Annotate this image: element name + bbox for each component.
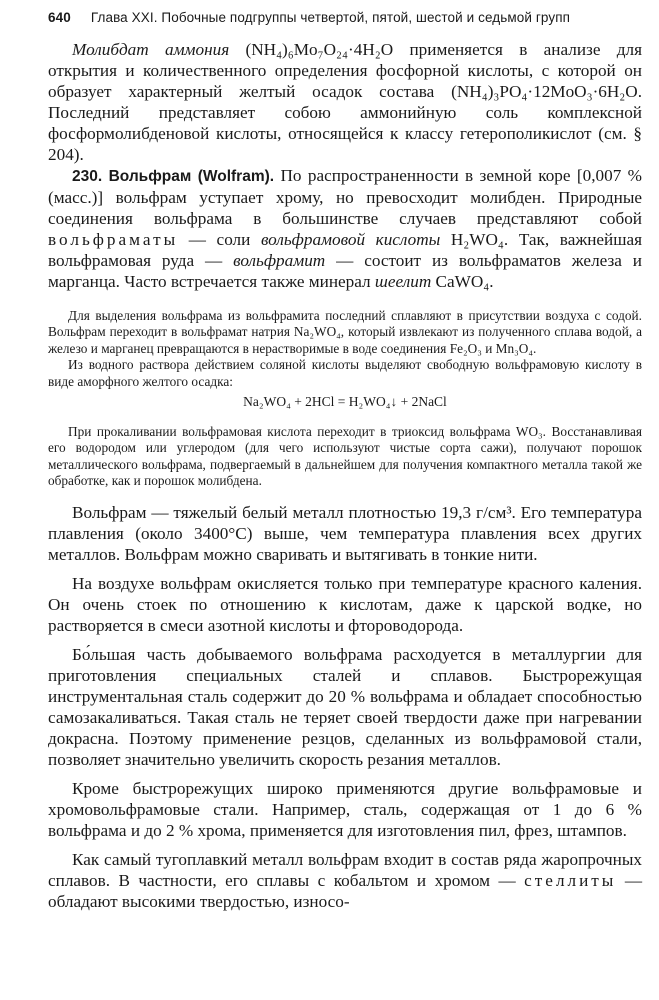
term-tungstates: вольфраматы: [48, 230, 179, 249]
book-page: [48, 10, 642, 912]
term-ammonium-molybdate: Молибдат аммония: [72, 40, 230, 59]
term-stellites: стеллиты: [524, 870, 617, 890]
chemical-equation: Na₂WO₄ + 2HCl = H₂WO₄↓ + 2NaCl: [243, 394, 447, 410]
term-wolframite: вольфрамит: [233, 251, 326, 270]
page-number: 640: [48, 10, 71, 25]
small-paragraph-3: При прокаливании вольфрамовая кислота переходит в триоксид вольфрама WO₃. Восстанавливая его водородом или углеродом (для чего используют чистые сорта сажи), получают порошок металлического вольфрама, подвергаемый в дальнейшем для получения компактного металла такой же обработке, как и порошок молибдена.: [48, 424, 642, 489]
main-text-lower: [48, 502, 642, 912]
paragraph-steels: Кроме быстрорежущих широко применяются другие вольфрамовые и хромовольфрамовые стали. Например, сталь, содержащая от 1 до 6 % вольфрама и до 2 % хрома, применяется для изготовления пил, фрез, штампов.: [48, 778, 642, 840]
chapter-title: Глава XXI. Побочные подгруппы четвертой, пятой, шестой и седьмой групп: [90, 10, 571, 25]
section-title: Вольфрам (Wolfram).: [108, 168, 275, 185]
section-text-5: CaWO₄.: [431, 272, 494, 291]
paragraph-properties: Вольфрам — тяжелый белый металл плотностью 19,3 г/см³. Его температура плавления (около 3400°C) выше, чем температура плавления всех других металлов. Вольфрам можно сваривать и вытягивать в тонкие нити.: [48, 502, 642, 564]
small-print-block: [48, 308, 642, 490]
paragraph-text: (NH₄)₆Mo₇O₂₄·4H₂O применяется в анализе для открытия и количественного определения фосфорной кислоты, с которой он образует характерный желтый осадок состава (NH₄)₃PO₄·12MoO₃·6H₂O. Последний представляет собою аммонийную соль комплексной фосформолибденовой кислоты, относящейся к классу гетерополикислот (см. § 204).: [48, 40, 642, 164]
small-paragraph-2: Из водного раствора действием соляной кислоты выделяют свободную вольфрамовую кислоту в виде аморфного желтого осадка:: [48, 357, 642, 389]
section-text-3: H₂WO₄. Так, важнейшая вольфрамовая руда —: [48, 230, 642, 270]
small-paragraph-1: Для выделения вольфрама из вольфрамита последний сплавляют в присутствии воздуха с содой. Вольфрам переходит в вольфрамат натрия Na₂WO₄, который извлекают из полученного сплава водой, а железо и марганец превращаются в нерастворимые в воде соединения Fe₂O₃ и Mn₃O₄.: [48, 308, 642, 356]
term-scheelite: шеелит: [374, 272, 432, 291]
section-number: 230.: [72, 168, 103, 185]
paragraph-metallurgy: Бо́льшая часть добываемого вольфрама расходуется в металлургии для приготовления специальных сталей и сплавов. Быстрорежущая инструментальная сталь содержит до 20 % вольфрама и обладает способностью самозакаливаться. Такая сталь не теряет своей твердости даже при нагревании докрасна. Поэтому применение резцов, сделанных из вольфрамовой стали, позволяет значительно увеличить скорость резания металлов.: [48, 644, 642, 769]
section-text-4: — состоит из вольфраматов железа и марганца. Часто встречается также минерал: [48, 251, 642, 291]
main-text-upper: [48, 39, 642, 292]
paragraph-alloys: [48, 849, 642, 912]
section-text-1: По распространенности в земной коре [0,007 % (масс.)] вольфрам уступает хрому, но превосходит молибден. Природные соединения вольфрама в большинстве случаев представляют собой: [48, 166, 642, 228]
alloys-text-b: — обладают высокими твердостью, износо-: [48, 870, 643, 911]
running-head: [48, 10, 642, 25]
section-text-2: — соли: [178, 230, 261, 249]
paragraph-ammonium-molybdate: [48, 39, 642, 165]
paragraph-oxidation: На воздухе вольфрам окисляется только при температуре красного каления. Он очень стоек по отношению к кислотам, даже к царской водке, но растворяется в смеси азотной кислоты и фтороводорода.: [48, 573, 642, 635]
term-tungstic-acid: вольфрамовой кислоты: [260, 230, 441, 249]
section-230-paragraph: [48, 165, 642, 292]
alloys-text-a: Как самый тугоплавкий металл вольфрам входит в состав ряда жаропрочных сплавов. В частности, его сплавы с кобальтом и хромом —: [48, 849, 642, 890]
